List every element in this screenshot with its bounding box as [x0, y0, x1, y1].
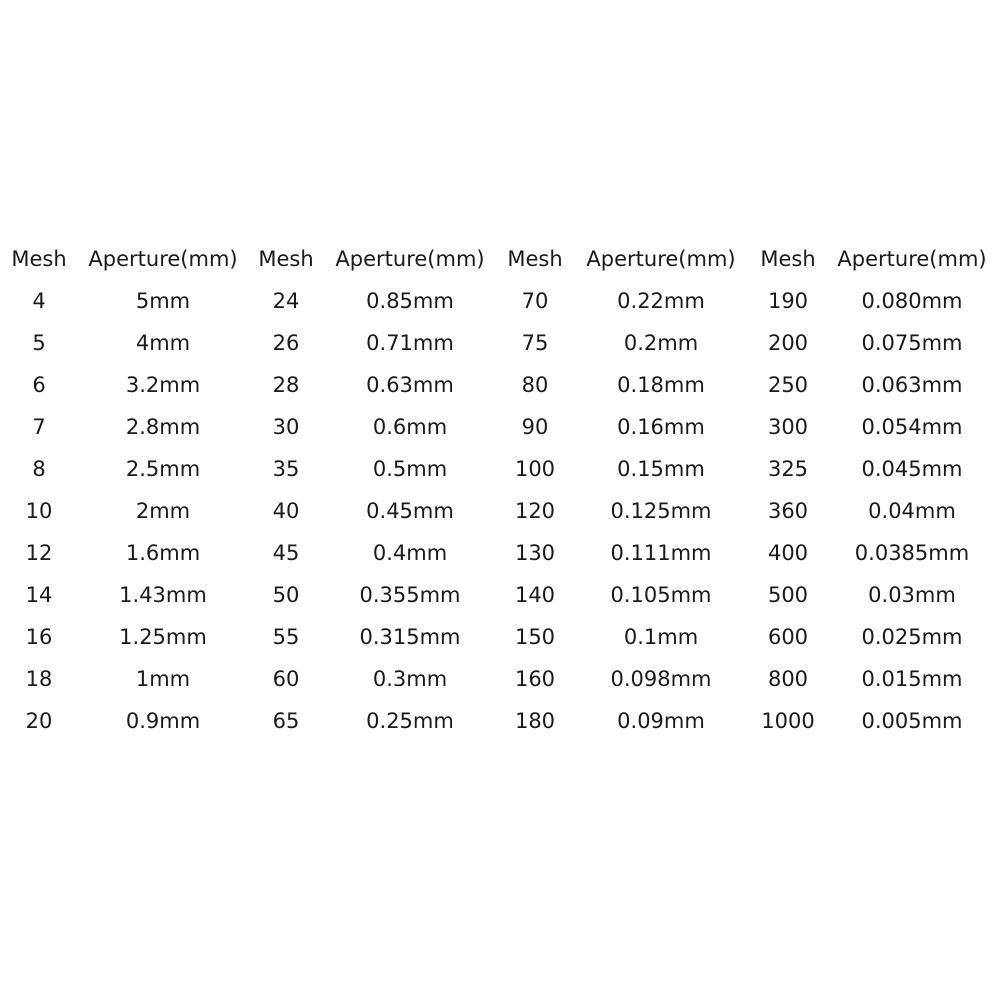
- mesh-cell: 28: [272, 373, 300, 397]
- mesh-cell: 800: [767, 667, 809, 691]
- mesh-cell: 1000: [761, 709, 815, 733]
- aperture-cell: 0.03mm: [868, 583, 956, 607]
- aperture-cell: 2mm: [135, 499, 191, 523]
- table-row: [0, 406, 1000, 448]
- header-aperture: Aperture(mm): [586, 247, 736, 271]
- aperture-cell: 0.09mm: [617, 709, 705, 733]
- aperture-cell: 0.15mm: [617, 457, 705, 481]
- aperture-cell: 0.125mm: [610, 499, 712, 523]
- mesh-cell: 26: [272, 331, 300, 355]
- mesh-cell: 7: [32, 415, 46, 439]
- aperture-cell: 0.075mm: [861, 331, 963, 355]
- mesh-cell: 120: [514, 499, 556, 523]
- mesh-cell: 250: [767, 373, 809, 397]
- aperture-cell: 0.16mm: [617, 415, 705, 439]
- mesh-cell: 70: [521, 289, 549, 313]
- table-row: [0, 574, 1000, 616]
- mesh-cell: 24: [272, 289, 300, 313]
- aperture-cell: 0.005mm: [861, 709, 963, 733]
- aperture-cell: 0.315mm: [359, 625, 461, 649]
- mesh-cell: 400: [767, 541, 809, 565]
- mesh-cell: 90: [521, 415, 549, 439]
- aperture-cell: 0.025mm: [861, 625, 963, 649]
- mesh-cell: 60: [272, 667, 300, 691]
- aperture-cell: 0.4mm: [372, 541, 448, 565]
- mesh-cell: 80: [521, 373, 549, 397]
- mesh-cell: 180: [514, 709, 556, 733]
- mesh-cell: 500: [767, 583, 809, 607]
- mesh-cell: 50: [272, 583, 300, 607]
- table-row: [0, 364, 1000, 406]
- aperture-cell: 0.2mm: [623, 331, 699, 355]
- aperture-cell: 0.18mm: [617, 373, 705, 397]
- mesh-cell: 12: [25, 541, 53, 565]
- table-row: [0, 490, 1000, 532]
- table-row: [0, 532, 1000, 574]
- mesh-cell: 75: [521, 331, 549, 355]
- aperture-cell: 0.080mm: [861, 289, 963, 313]
- mesh-cell: 5: [32, 331, 46, 355]
- aperture-cell: 0.9mm: [125, 709, 201, 733]
- header-aperture: Aperture(mm): [837, 247, 987, 271]
- aperture-cell: 3.2mm: [125, 373, 201, 397]
- aperture-cell: 0.04mm: [868, 499, 956, 523]
- aperture-cell: 0.0385mm: [854, 541, 970, 565]
- mesh-cell: 4: [32, 289, 46, 313]
- aperture-cell: 0.85mm: [366, 289, 454, 313]
- aperture-cell: 0.063mm: [861, 373, 963, 397]
- mesh-cell: 360: [767, 499, 809, 523]
- mesh-cell: 300: [767, 415, 809, 439]
- header-mesh: Mesh: [507, 247, 563, 271]
- table-row: [0, 322, 1000, 364]
- aperture-cell: 0.355mm: [359, 583, 461, 607]
- mesh-aperture-table: [0, 238, 1000, 742]
- mesh-cell: 190: [767, 289, 809, 313]
- mesh-cell: 30: [272, 415, 300, 439]
- aperture-cell: 1.25mm: [119, 625, 207, 649]
- aperture-cell: 0.1mm: [623, 625, 699, 649]
- mesh-cell: 140: [514, 583, 556, 607]
- mesh-cell: 150: [514, 625, 556, 649]
- mesh-cell: 600: [767, 625, 809, 649]
- mesh-cell: 40: [272, 499, 300, 523]
- header-mesh: Mesh: [258, 247, 314, 271]
- aperture-cell: 2.5mm: [125, 457, 201, 481]
- mesh-cell: 200: [767, 331, 809, 355]
- aperture-cell: 1.43mm: [119, 583, 207, 607]
- header-mesh: Mesh: [760, 247, 816, 271]
- aperture-cell: 1mm: [135, 667, 191, 691]
- header-aperture: Aperture(mm): [335, 247, 485, 271]
- aperture-cell: 0.71mm: [366, 331, 454, 355]
- aperture-cell: 0.054mm: [861, 415, 963, 439]
- aperture-cell: 0.111mm: [610, 541, 712, 565]
- aperture-cell: 0.5mm: [372, 457, 448, 481]
- mesh-cell: 35: [272, 457, 300, 481]
- mesh-cell: 16: [25, 625, 53, 649]
- aperture-cell: 0.098mm: [610, 667, 712, 691]
- aperture-cell: 0.25mm: [366, 709, 454, 733]
- aperture-cell: 0.105mm: [610, 583, 712, 607]
- header-aperture: Aperture(mm): [88, 247, 238, 271]
- header-mesh: Mesh: [11, 247, 67, 271]
- aperture-cell: 0.045mm: [861, 457, 963, 481]
- aperture-cell: 5mm: [135, 289, 191, 313]
- aperture-cell: 4mm: [135, 331, 191, 355]
- mesh-cell: 10: [25, 499, 53, 523]
- aperture-cell: 0.45mm: [366, 499, 454, 523]
- mesh-cell: 100: [514, 457, 556, 481]
- table-header-row: [0, 238, 1000, 280]
- mesh-cell: 20: [25, 709, 53, 733]
- mesh-cell: 6: [32, 373, 46, 397]
- mesh-cell: 325: [767, 457, 809, 481]
- aperture-cell: 0.63mm: [366, 373, 454, 397]
- table-row: [0, 280, 1000, 322]
- mesh-cell: 55: [272, 625, 300, 649]
- table-row: [0, 658, 1000, 700]
- aperture-cell: 0.6mm: [372, 415, 448, 439]
- mesh-cell: 130: [514, 541, 556, 565]
- table-row: [0, 700, 1000, 742]
- mesh-cell: 14: [25, 583, 53, 607]
- mesh-cell: 8: [32, 457, 46, 481]
- mesh-cell: 18: [25, 667, 53, 691]
- mesh-cell: 45: [272, 541, 300, 565]
- aperture-cell: 0.015mm: [861, 667, 963, 691]
- aperture-cell: 0.22mm: [617, 289, 705, 313]
- aperture-cell: 2.8mm: [125, 415, 201, 439]
- table-row: [0, 616, 1000, 658]
- aperture-cell: 0.3mm: [372, 667, 448, 691]
- table-row: [0, 448, 1000, 490]
- aperture-cell: 1.6mm: [125, 541, 201, 565]
- mesh-cell: 65: [272, 709, 300, 733]
- mesh-cell: 160: [514, 667, 556, 691]
